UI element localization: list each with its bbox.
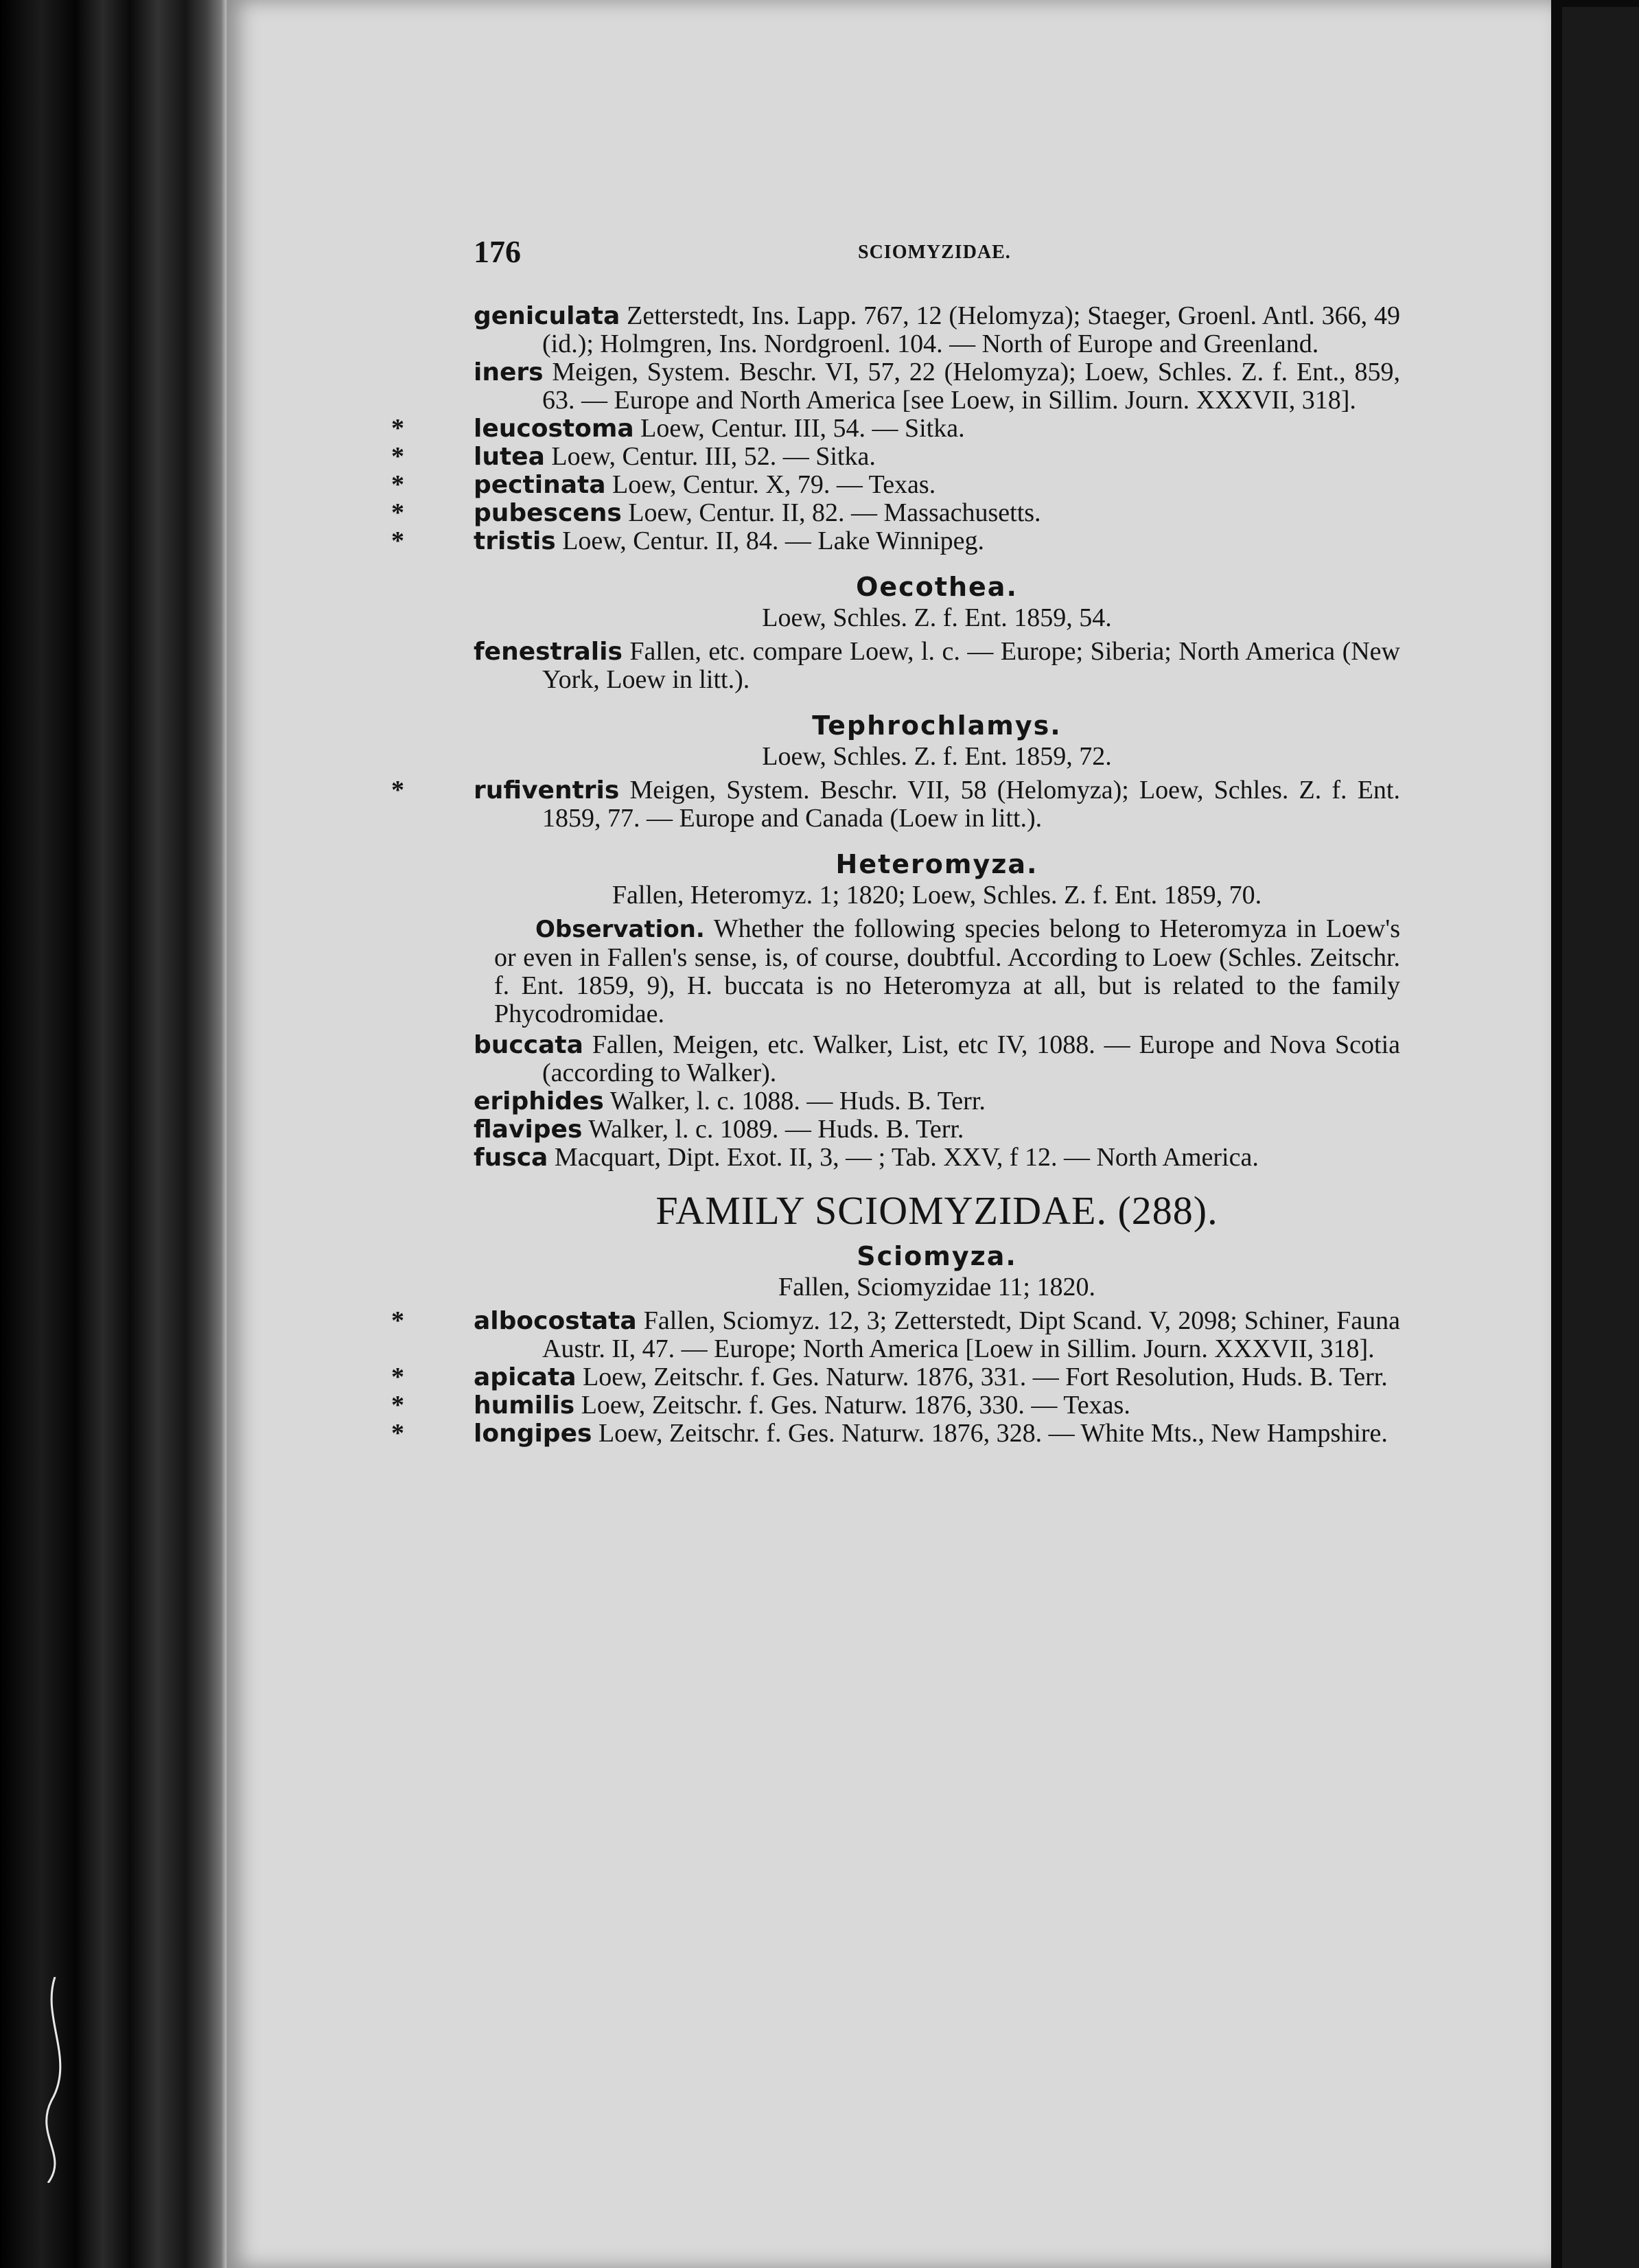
facing-page-edge: [1562, 7, 1639, 2268]
new-world-marker: *: [391, 1419, 404, 1448]
species-name: apicata: [474, 1363, 577, 1391]
species-citation: Meigen, System. Beschr. VI, 57, 22 (Helomyza); Loew, Schles. Z. f. Ent., 859, 63. — Europe and North America [see Loew, in Sillim. Journ. XXXVII, 318].: [542, 358, 1400, 415]
species-citation: Fallen, Sciomyz. 12, 3; Zetterstedt, Dipt Scand. V, 2098; Schiner, Fauna Austr. II, 47. — Europe; North America [Loew in Sillim. Journ. XXXVII, 318].: [542, 1306, 1400, 1363]
new-world-marker: *: [391, 1391, 404, 1420]
observation-label: Observation.: [535, 916, 705, 943]
species-name: buccata: [474, 1031, 583, 1059]
species-name: leucostoma: [474, 415, 634, 443]
species-entry: [391, 414, 1400, 443]
species-entry: [474, 638, 1400, 694]
species-entry: [391, 470, 1400, 499]
species-list-heteromyza: [474, 1031, 1400, 1172]
species-entry: [391, 1306, 1400, 1363]
species-name: pectinata: [474, 471, 606, 499]
species-entry: [391, 776, 1400, 833]
family-title: FAMILY SCIOMYZIDAE.: [655, 1188, 1107, 1233]
species-name: flavipes: [474, 1115, 583, 1144]
species-citation: Walker, l. c. 1088. — Huds. B. Terr.: [603, 1087, 986, 1115]
species-list-sciomyza: [391, 1306, 1400, 1448]
genus-heading-tephrochlamys: Tephrochlamys.: [812, 710, 1062, 741]
species-entry: [391, 526, 1400, 555]
species-entry: [474, 1087, 1400, 1115]
species-entry: [474, 1144, 1400, 1172]
species-citation: Walker, l. c. 1089. — Huds. B. Terr.: [582, 1115, 964, 1144]
species-name: fenestralis: [474, 638, 623, 666]
genus-heading-oecothea: Oecothea.: [856, 572, 1018, 602]
new-world-marker: *: [391, 498, 404, 527]
species-name: tristis: [474, 527, 556, 555]
species-citation: Loew, Zeitschr. f. Ges. Naturw. 1876, 330. — Texas.: [574, 1391, 1130, 1420]
species-name: iners: [474, 358, 544, 386]
genus-author-sciomyza: Fallen, Sciomyzidae 11; 1820.: [778, 1273, 1095, 1301]
page-header: [474, 233, 1400, 281]
species-name: pubescens: [474, 499, 622, 527]
genus-author-tephrochlamys: Loew, Schles. Z. f. Ent. 1859, 72.: [762, 742, 1112, 771]
species-name: albocostata: [474, 1307, 637, 1335]
new-world-marker: *: [391, 470, 404, 499]
new-world-marker: *: [391, 414, 404, 443]
species-citation: Loew, Centur. III, 52. — Sitka.: [544, 442, 876, 471]
page-body: [391, 301, 1400, 1448]
observation-text: Whether the following species belong to Heteromyza in Loew's or even in Fallen's sense, is, of course, doubtful. According to Loew (Schles. Zeitschr. f. Ent. 1859, 9), H. buccata is no Heteromyza at all, but is related to the family Phycodromidae.: [494, 914, 1400, 1028]
genus-heading-sciomyza: Sciomyza.: [857, 1241, 1017, 1271]
genus-author-oecothea: Loew, Schles. Z. f. Ent. 1859, 54.: [762, 603, 1112, 632]
new-world-marker: *: [391, 442, 404, 471]
species-entry: [391, 442, 1400, 471]
species-citation: Fallen, Meigen, etc. Walker, List, etc IV, 1088. — Europe and Nova Scotia (according to Walker).: [542, 1030, 1400, 1087]
page-number: 176: [474, 234, 521, 269]
species-citation: Fallen, etc. compare Loew, l. c. — Europe; Siberia; North America (New York, Loew in litt.).: [542, 637, 1400, 694]
species-citation: Macquart, Dipt. Exot. II, 3, — ; Tab. XXV, f 12. — North America.: [548, 1143, 1259, 1172]
species-entry: [391, 1419, 1400, 1448]
species-name: rufiventris: [474, 776, 620, 805]
species-list-oecothea: [474, 638, 1400, 694]
family-heading: [474, 1188, 1400, 1233]
new-world-marker: *: [391, 1363, 404, 1391]
species-name: lutea: [474, 443, 545, 471]
species-list-tephrochlamys: [391, 776, 1400, 833]
species-citation: Zetterstedt, Ins. Lapp. 767, 12 (Helomyza); Staeger, Groenl. Antl. 366, 49 (id.); Holmgren, Ins. Nordgroenl. 104. — North of Europe and Greenland.: [542, 301, 1400, 358]
species-citation: Loew, Centur. X, 79. — Texas.: [605, 470, 936, 499]
species-citation: Loew, Centur. II, 84. — Lake Winnipeg.: [555, 526, 984, 555]
species-citation: Loew, Zeitschr. f. Ges. Naturw. 1876, 331. — Fort Resolution, Huds. B. Terr.: [576, 1363, 1388, 1391]
species-entry: [474, 1031, 1400, 1087]
species-entry: [391, 1391, 1400, 1420]
species-name: longipes: [474, 1420, 592, 1448]
species-entry: [391, 1363, 1400, 1391]
species-name: geniculata: [474, 302, 620, 330]
species-entry: [474, 302, 1400, 358]
new-world-marker: *: [391, 776, 404, 805]
species-name: fusca: [474, 1144, 548, 1172]
running-head: SCIOMYZIDAE.: [858, 242, 1011, 263]
species-entry: [474, 358, 1400, 415]
species-citation: Loew, Centur. III, 54. — Sitka.: [633, 414, 965, 443]
species-entry: [474, 1115, 1400, 1144]
species-entry: [391, 498, 1400, 527]
genus-author-heteromyza: Fallen, Heteromyz. 1; 1820; Loew, Schles. Z. f. Ent. 1859, 70.: [612, 881, 1262, 910]
new-world-marker: *: [391, 526, 404, 555]
genus-heading-heteromyza: Heteromyza.: [835, 849, 1038, 879]
observation-note: [474, 915, 1400, 1028]
new-world-marker: *: [391, 1306, 404, 1335]
species-citation: Loew, Zeitschr. f. Ges. Naturw. 1876, 328. — White Mts., New Hampshire.: [592, 1419, 1388, 1448]
species-name: eriphides: [474, 1087, 604, 1115]
species-citation: Loew, Centur. II, 82. — Massachusetts.: [621, 498, 1041, 527]
species-citation: Meigen, System. Beschr. VII, 58 (Helomyza); Loew, Schles. Z. f. Ent. 1859, 77. — Europe and Canada (Loew in litt.).: [542, 776, 1400, 833]
species-name: humilis: [474, 1391, 575, 1420]
scan-artifact-line: [27, 1977, 82, 2183]
book-spine-shadow: [0, 0, 226, 2268]
family-note: (288).: [1117, 1188, 1218, 1233]
species-list-helomyza: [391, 301, 1400, 555]
